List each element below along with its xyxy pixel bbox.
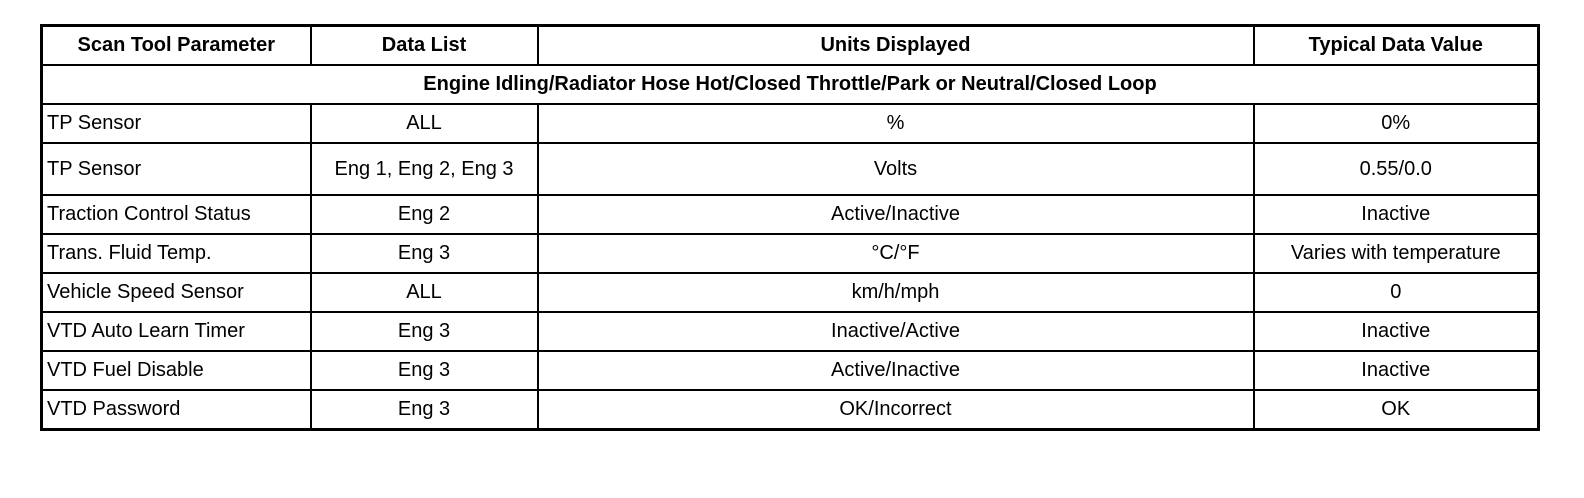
table-row: [42, 273, 1539, 312]
table-row: [42, 234, 1539, 273]
scan-tool-data-table: [40, 24, 1540, 431]
cell-units: Inactive/Active: [538, 312, 1254, 351]
section-label: Engine Idling/Radiator Hose Hot/Closed Throttle/Park or Neutral/Closed Loop: [42, 65, 1539, 104]
cell-units: km/h/mph: [538, 273, 1254, 312]
cell-data-list: Eng 2: [311, 195, 538, 234]
cell-parameter: Trans. Fluid Temp.: [42, 234, 311, 273]
table-row: [42, 104, 1539, 143]
cell-typical-value: 0.55/0.0: [1254, 143, 1539, 195]
header-typical-data-value: Typical Data Value: [1254, 26, 1539, 66]
cell-units: °C/°F: [538, 234, 1254, 273]
table-row: [42, 312, 1539, 351]
cell-typical-value: Inactive: [1254, 312, 1539, 351]
cell-parameter: Traction Control Status: [42, 195, 311, 234]
cell-data-list: Eng 3: [311, 390, 538, 430]
cell-parameter: TP Sensor: [42, 143, 311, 195]
table-row: [42, 390, 1539, 430]
cell-parameter: VTD Auto Learn Timer: [42, 312, 311, 351]
header-units-displayed: Units Displayed: [538, 26, 1254, 66]
cell-parameter: TP Sensor: [42, 104, 311, 143]
table-row: [42, 351, 1539, 390]
cell-data-list: Eng 3: [311, 351, 538, 390]
cell-parameter: VTD Password: [42, 390, 311, 430]
cell-units: Active/Inactive: [538, 351, 1254, 390]
cell-data-list: ALL: [311, 104, 538, 143]
cell-units: OK/Incorrect: [538, 390, 1254, 430]
cell-units: Active/Inactive: [538, 195, 1254, 234]
cell-data-list: Eng 1, Eng 2, Eng 3: [311, 143, 538, 195]
cell-typical-value: OK: [1254, 390, 1539, 430]
header-scan-tool-parameter: Scan Tool Parameter: [42, 26, 311, 66]
table-row: [42, 143, 1539, 195]
header-data-list: Data List: [311, 26, 538, 66]
cell-typical-value: Inactive: [1254, 195, 1539, 234]
cell-units: Volts: [538, 143, 1254, 195]
section-row: [42, 65, 1539, 104]
cell-typical-value: Varies with temperature: [1254, 234, 1539, 273]
cell-typical-value: Inactive: [1254, 351, 1539, 390]
cell-units: %: [538, 104, 1254, 143]
cell-typical-value: 0%: [1254, 104, 1539, 143]
cell-data-list: ALL: [311, 273, 538, 312]
table-row: [42, 195, 1539, 234]
cell-parameter: Vehicle Speed Sensor: [42, 273, 311, 312]
cell-parameter: VTD Fuel Disable: [42, 351, 311, 390]
cell-typical-value: 0: [1254, 273, 1539, 312]
cell-data-list: Eng 3: [311, 312, 538, 351]
header-row: [42, 26, 1539, 66]
cell-data-list: Eng 3: [311, 234, 538, 273]
